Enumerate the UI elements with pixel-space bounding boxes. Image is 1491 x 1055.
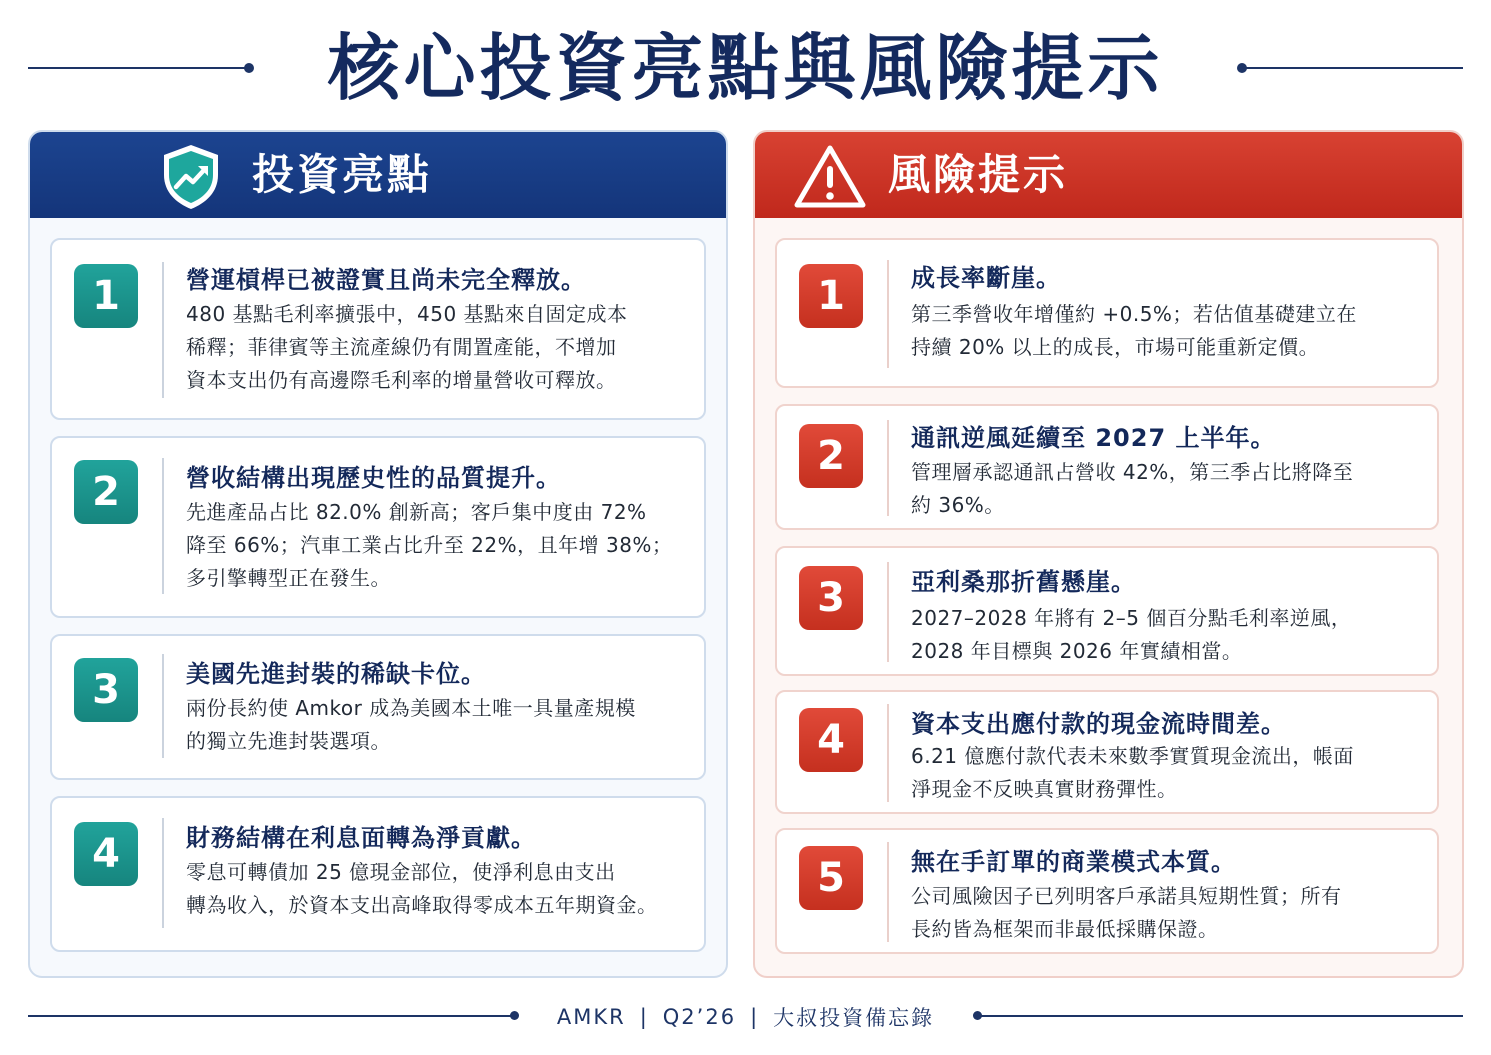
risks-panel-header <box>755 132 1462 218</box>
card-divider <box>887 842 889 942</box>
card-body <box>911 456 1427 522</box>
card-title: 營運槓桿已被證實且尚未完全釋放。 <box>186 266 586 294</box>
body-line: 轉為收入，於資本支出高峰取得零成本五年期資金。 <box>186 893 658 917</box>
page-title: 核心投資亮點與風險提示 <box>327 26 1164 110</box>
footer-rule-left <box>28 1015 514 1017</box>
risks-title: 風險提示 <box>888 150 1069 199</box>
number-badge: 2 <box>799 424 863 488</box>
card-divider <box>162 458 164 594</box>
body-line: 2027–2028 年將有 2–5 個百分點毛利率逆風， <box>911 606 1352 630</box>
number-badge: 1 <box>74 264 138 328</box>
card-title: 資本支出應付款的現金流時間差。 <box>911 710 1286 738</box>
body-line: 降至 66%；汽車工業占比升至 22%，且年增 38%； <box>186 533 673 557</box>
footer-ticker: AMKR <box>556 1005 626 1029</box>
card-title: 通訊逆風延續至 2027 上半年。 <box>911 424 1276 452</box>
card-title: 營收結構出現歷史性的品質提升。 <box>186 464 561 492</box>
card-title: 成長率斷崖。 <box>911 264 1061 292</box>
body-line: 的獨立先進封裝選項。 <box>186 729 391 753</box>
risk-card <box>775 238 1439 388</box>
risk-card <box>775 404 1439 530</box>
body-line: 長約皆為框架而非最低採購保證。 <box>911 917 1219 941</box>
number-badge: 1 <box>799 264 863 328</box>
body-line: 約 36%。 <box>911 493 1005 517</box>
highlights-panel <box>28 130 728 978</box>
body-line: 零息可轉債加 25 億現金部位，使淨利息由支出 <box>186 860 616 884</box>
number-badge: 4 <box>74 822 138 886</box>
body-line: 第三季營收年增僅約 +0.5%；若估值基礎建立在 <box>911 302 1357 326</box>
footer-rule-right <box>977 1015 1463 1017</box>
footer-separator: | <box>750 1005 760 1029</box>
body-line: 管理層承認通訊占營收 42%，第三季占比將降至 <box>911 460 1354 484</box>
highlight-card <box>50 436 706 618</box>
footer <box>525 1000 966 1034</box>
body-line: 6.21 億應付款代表未來數季實質現金流出，帳面 <box>911 744 1354 768</box>
body-line: 多引擎轉型正在發生。 <box>186 566 391 590</box>
card-divider <box>887 260 889 368</box>
title-rule-dot-left <box>244 63 254 73</box>
body-line: 兩份長約使 Amkor 成為美國本土唯一具量產規模 <box>186 696 636 720</box>
footer-period: Q2’26 <box>662 1005 737 1029</box>
body-line: 持續 20% 以上的成長，市場可能重新定價。 <box>911 335 1320 359</box>
card-title: 美國先進封裝的稀缺卡位。 <box>186 660 486 688</box>
highlight-card <box>50 238 706 420</box>
highlights-panel-header <box>30 132 726 218</box>
card-divider <box>887 562 889 662</box>
number-badge: 4 <box>799 708 863 772</box>
card-body <box>186 856 694 922</box>
body-line: 先進產品占比 82.0% 創新高；客戶集中度由 72% <box>186 500 647 524</box>
shield-trend-icon <box>158 142 224 212</box>
risk-card <box>775 690 1439 814</box>
card-divider <box>162 262 164 398</box>
highlight-card <box>50 796 706 952</box>
card-body <box>186 496 694 595</box>
footer-rule-dot-left <box>510 1011 519 1020</box>
number-badge: 3 <box>74 658 138 722</box>
card-title: 無在手訂單的商業模式本質。 <box>911 848 1236 876</box>
risk-card <box>775 546 1439 676</box>
card-body <box>186 298 694 397</box>
card-title: 亞利桑那折舊懸崖。 <box>911 568 1136 596</box>
body-line: 資本支出仍有高邊際毛利率的增量營收可釋放。 <box>186 368 617 392</box>
card-body <box>911 602 1427 668</box>
warning-triangle-icon <box>793 142 867 212</box>
card-body <box>911 880 1427 946</box>
card-divider <box>162 818 164 928</box>
body-line: 2028 年目標與 2026 年實績相當。 <box>911 639 1243 663</box>
card-title: 財務結構在利息面轉為淨貢獻。 <box>186 824 536 852</box>
card-body <box>911 298 1427 364</box>
highlight-card <box>50 634 706 780</box>
highlights-title: 投資亮點 <box>252 150 433 199</box>
body-line: 淨現金不反映真實財務彈性。 <box>911 777 1178 801</box>
body-line: 480 基點毛利率擴張中，450 基點來自固定成本 <box>186 302 628 326</box>
number-badge: 5 <box>799 846 863 910</box>
number-badge: 2 <box>74 460 138 524</box>
title-rule-left <box>28 67 248 69</box>
title-rule-right <box>1243 67 1463 69</box>
risks-panel <box>753 130 1464 978</box>
card-divider <box>887 420 889 516</box>
footer-separator: | <box>639 1005 649 1029</box>
number-badge: 3 <box>799 566 863 630</box>
risk-card <box>775 828 1439 954</box>
body-line: 公司風險因子已列明客戶承諾具短期性質；所有 <box>911 884 1342 908</box>
footer-source: 大叔投資備忘錄 <box>773 1006 935 1030</box>
body-line: 稀釋；菲律賓等主流產線仍有閒置產能，不增加 <box>186 335 617 359</box>
title-row <box>0 22 1491 114</box>
card-body <box>911 740 1427 806</box>
card-divider <box>887 704 889 802</box>
card-body <box>186 692 694 758</box>
card-divider <box>162 654 164 758</box>
